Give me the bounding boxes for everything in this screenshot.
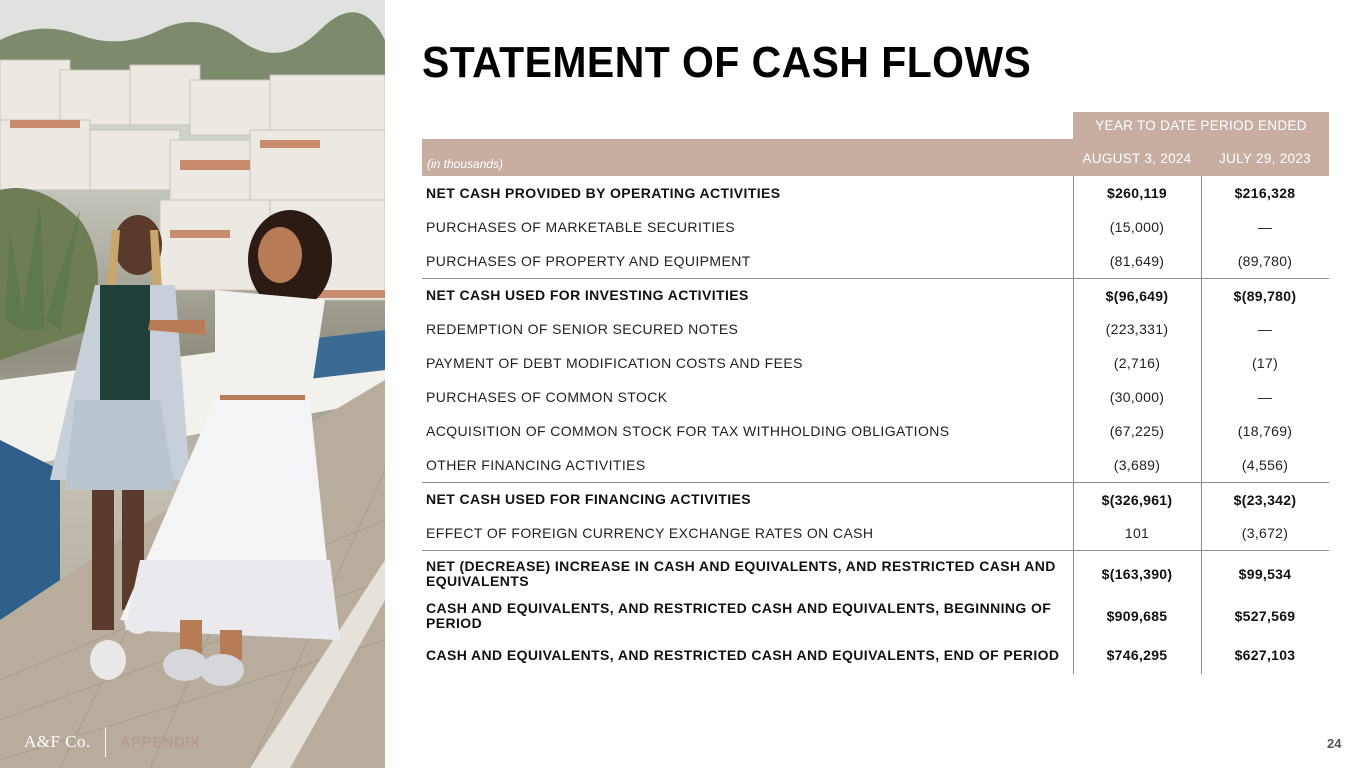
section-label: APPENDIX [119,733,201,751]
row-value-2024: (30,000) [1109,389,1165,405]
row-value-2023: (17) [1251,355,1279,371]
row-label: NET CASH USED FOR FINANCING ACTIVITIES [426,491,752,507]
row-value-2024: $909,685 [1106,608,1168,624]
row-value-2023: $527,569 [1234,608,1296,624]
row-value-2023: — [1257,389,1273,405]
row-label: PURCHASES OF COMMON STOCK [426,388,668,405]
table-row [422,312,1329,346]
table-row [422,550,1329,596]
column-header-2023: JULY 29, 2023 [1219,151,1311,166]
group-header: YEAR TO DATE PERIOD ENDED [1073,112,1329,139]
row-value-2023: $(23,342) [1233,491,1297,508]
row-value-2024: (3,689) [1113,457,1161,473]
table-row [422,380,1329,414]
row-value-2024: (15,000) [1109,219,1165,235]
row-value-2024: $(163,390) [1101,565,1173,582]
row-value-2023: $(89,780) [1233,287,1297,304]
row-label: PURCHASES OF PROPERTY AND EQUIPMENT [426,252,751,269]
row-label: NET CASH USED FOR INVESTING ACTIVITIES [426,287,749,303]
column-header-2024: AUGUST 3, 2024 [1082,151,1192,166]
page-number: 24 [1327,736,1342,751]
column-divider [1201,176,1202,674]
brand-divider [105,727,106,757]
table-row [422,516,1329,550]
page-title: STATEMENT OF CASH FLOWS [422,38,1032,87]
row-value-2024: 101 [1124,525,1150,541]
row-label: REDEMPTION OF SENIOR SECURED NOTES [426,320,739,337]
table-row [422,278,1329,312]
table-header [422,139,1329,176]
row-label: NET (DECREASE) INCREASE IN CASH AND EQUIVALENTS, AND RESTRICTED CASH AND EQUIVALENTS [426,557,1056,589]
row-value-2024: $260,119 [1106,185,1168,201]
row-value-2023: $99,534 [1238,565,1292,582]
row-label: CASH AND EQUIVALENTS, AND RESTRICTED CASH AND EQUIVALENTS, BEGINNING OF PERIOD [426,600,1052,631]
row-value-2024: (223,331) [1105,321,1169,337]
photo-illustration [0,0,385,768]
brand-footer [24,728,200,756]
brand-logo: A&F Co. [24,732,91,751]
row-label: EFFECT OF FOREIGN CURRENCY EXCHANGE RATES ON CASH [426,524,874,541]
row-value-2024: $(96,649) [1105,287,1169,304]
row-label: PAYMENT OF DEBT MODIFICATION COSTS AND FEES [426,354,803,371]
table-row [422,210,1329,244]
table-row [422,176,1329,210]
table-row [422,636,1329,674]
table-row [422,244,1329,278]
table-row [422,448,1329,482]
row-value-2024: (67,225) [1109,423,1165,439]
row-value-2023: $627,103 [1234,647,1296,663]
row-label: ACQUISITION OF COMMON STOCK FOR TAX WITHHOLDING OBLIGATIONS [426,422,950,439]
row-value-2023: — [1257,321,1273,337]
row-value-2024: (2,716) [1113,355,1161,371]
hero-photo [0,0,385,768]
table-row [422,482,1329,516]
unit-label: (in thousands) [427,157,504,171]
row-label: PURCHASES OF MARKETABLE SECURITIES [426,218,735,235]
row-value-2023: (89,780) [1237,253,1293,269]
column-divider [1073,176,1074,674]
row-label: CASH AND EQUIVALENTS, AND RESTRICTED CASH AND EQUIVALENTS, END OF PERIOD [426,646,1060,663]
row-value-2023: (18,769) [1237,423,1293,439]
row-value-2023: (3,672) [1241,525,1289,541]
row-label: NET CASH PROVIDED BY OPERATING ACTIVITIES [426,184,781,201]
row-value-2023: $216,328 [1234,185,1296,201]
table-row [422,346,1329,380]
row-value-2024: $(326,961) [1101,491,1173,508]
row-value-2024: $746,295 [1106,647,1168,663]
row-value-2023: — [1257,219,1273,235]
table-row [422,596,1329,636]
table-row [422,414,1329,448]
row-value-2023: (4,556) [1241,457,1289,473]
row-value-2024: (81,649) [1109,253,1165,269]
row-label: OTHER FINANCING ACTIVITIES [426,456,646,473]
